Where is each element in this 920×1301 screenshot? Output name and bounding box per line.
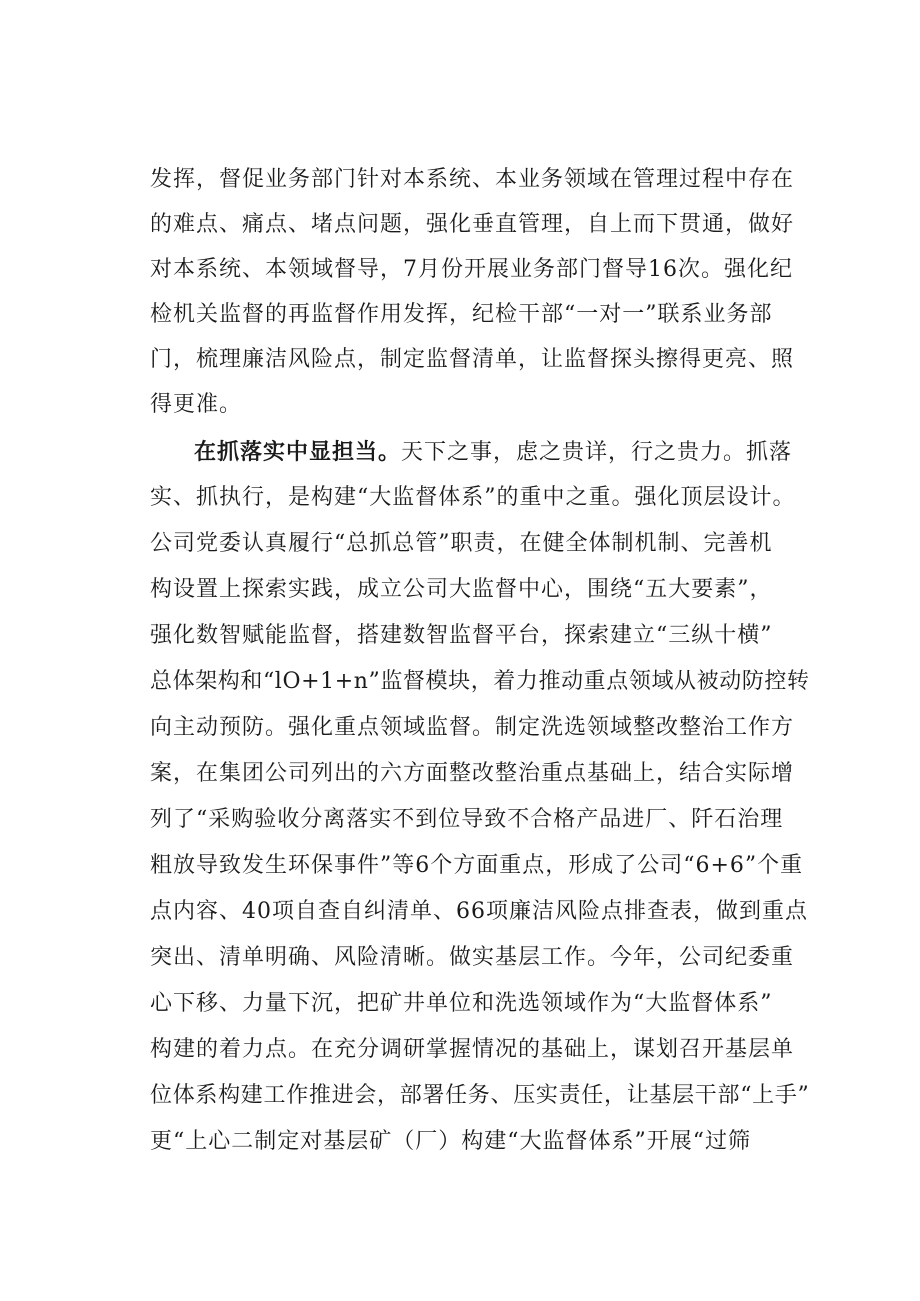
paragraph-2-line-6 [150, 662, 810, 702]
line-text: 突出、清单明确、风险清晰。做实基层工作。今年，公司纪委重 [150, 945, 795, 970]
line-text: 的难点、痛点、堵点问题，强化垂直管理，自上而下贯通，做好 [150, 212, 795, 237]
line-text: 构设置上探索实践，成立公司大监督中心，围绕“五大要素”， [150, 577, 773, 602]
paragraph-1-line-6 [150, 385, 242, 425]
line-text: 向主动预防。强化重点领域监督。制定洗选领域整改整治工作方 [150, 715, 795, 740]
paragraph-2-line-14 [150, 1030, 794, 1070]
paragraph-heading: 在抓落实中显担当。 [194, 439, 402, 465]
paragraph-2-line-2 [150, 478, 796, 518]
paragraph-1-line-3 [150, 250, 793, 290]
paragraph-2-line-5 [150, 616, 773, 656]
paragraph-2-line-10 [150, 846, 803, 886]
line-text: 总体架构和“lO+1+n”监督模块，着力推动重点领域从被动防控转 [150, 669, 810, 694]
line-text: 强化数智赋能监督，搭建数智监督平台，探索建立“三纵十横” [150, 623, 773, 648]
paragraph-2-line-7 [150, 708, 794, 748]
line-text: 门，梳理廉洁风险点，制定监督清单，让监督探头擦得更亮、照 [150, 347, 795, 372]
paragraph-2-line-3 [150, 524, 773, 564]
paragraph-2-line-15 [150, 1076, 810, 1116]
line-text: 构建的着力点。在充分调研掌握情况的基础上，谋划召开基层单 [150, 1037, 795, 1062]
paragraph-2-line-1 [194, 432, 792, 472]
paragraph-2-line-9 [150, 800, 783, 840]
line-text: 实、抓执行，是构建“大监督体系”的重中之重。强化顶层设计。 [150, 485, 796, 510]
line-text: 发挥，督促业务部门针对本系统、本业务领域在管理过程中存在 [150, 167, 795, 192]
line-text: 列了“采购验收分离落实不到位导致不合格产品进厂、阡石治理 [150, 807, 784, 832]
line-text: 案，在集团公司列出的六方面整改整治重点基础上，结合实际增 [150, 761, 795, 786]
paragraph-1-line-1 [150, 160, 794, 200]
paragraph-2-line-16 [150, 1122, 751, 1162]
line-text: 更“上心二制定对基层矿（厂）构建“大监督体系”开展“过筛 [150, 1129, 751, 1154]
line-text: 公司党委认真履行“总抓总管”职责，在健全体制机制、完善机 [150, 531, 773, 556]
line-text: 对本系统、本领域督导，7月份开展业务部门督导16次。强化纪 [150, 257, 793, 282]
paragraph-2-line-13 [150, 984, 773, 1024]
line-text: 得更准。 [150, 392, 243, 417]
paragraph-2-line-11 [150, 892, 808, 932]
paragraph-2-line-4 [150, 570, 773, 610]
line-text: 位体系构建工作推进会，部署任务、压实责任，让基层干部“上手” [150, 1083, 810, 1108]
line-text: 粗放导致发生环保事件”等6个方面重点，形成了公司“6+6”个重 [150, 853, 804, 878]
paragraph-1-line-2 [150, 205, 794, 245]
paragraph-2-line-12 [150, 938, 794, 978]
paragraph-1-line-4 [150, 295, 773, 335]
paragraph-2-line-8 [150, 754, 794, 794]
line-text: 心下移、力量下沉，把矿井单位和洗选领域作为“大监督体系” [150, 991, 773, 1016]
paragraph-1-line-5 [150, 340, 794, 380]
body-text [150, 160, 810, 1154]
line-text: 检机关监督的再监督作用发挥，纪检干部“一对一”联系业务部 [150, 302, 773, 327]
line-text: 天下之事，虑之贵详，行之贵力。抓落 [401, 440, 793, 465]
line-text: 点内容、40项自查自纠清单、66项廉洁风险点排查表，做到重点 [150, 899, 808, 924]
